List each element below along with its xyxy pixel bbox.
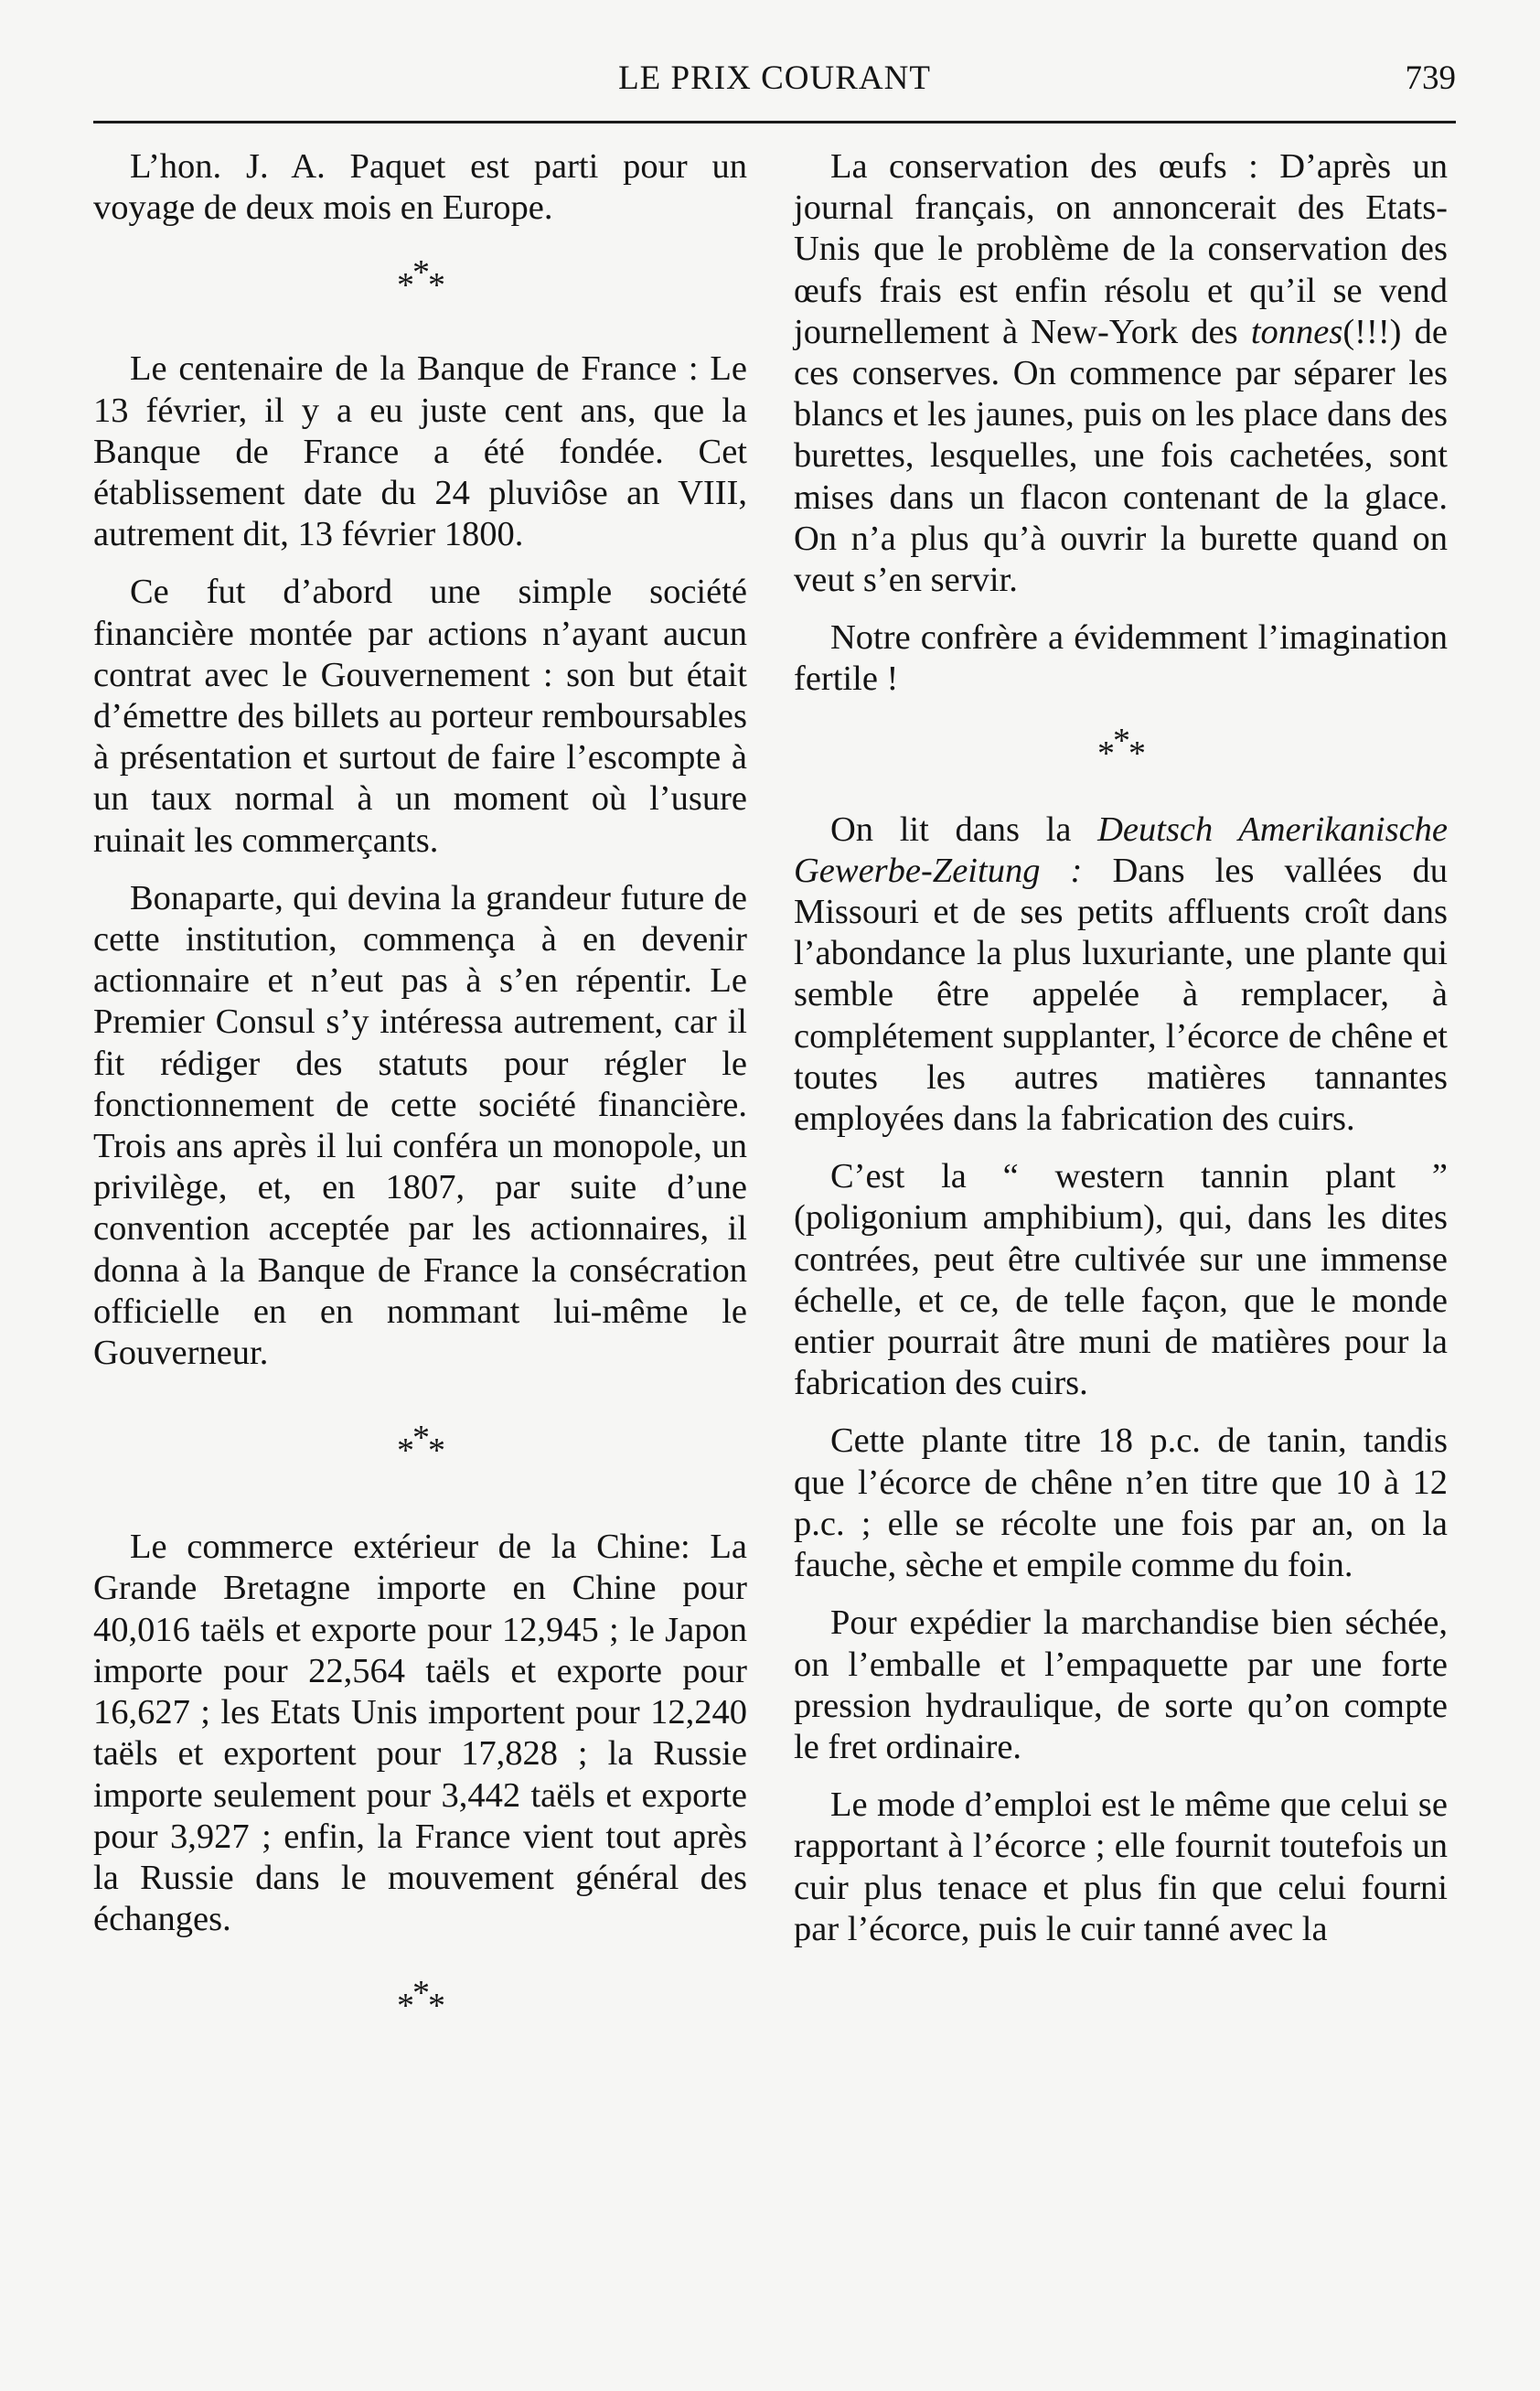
paragraph-banque-origine: Ce fut d’abord une simple société financière montée par actions n’ayant aucun contrat avec le Gouvernement : son but était d’émettre des billets au porteur remboursables à présentation et surtout de faire l’escompte à un taux normal à un moment où l’usure ruinait les commerçants.	[93, 573, 747, 860]
section-separator: ***	[397, 1419, 444, 1471]
paragraph-text: de ces conserves. On commence par séparer les blancs et les jaunes, puis on les place dans des burettes, lesquelles, une fois cachetées, sont mises dans un flacon contenant de la glace. On n’a plus qu’à ouvrir la burette quand on veut s’en servir.	[794, 312, 1449, 600]
section-separator: ***	[397, 253, 444, 306]
page-number: 739	[1405, 59, 1456, 97]
paragraph-text: (!!!)	[1342, 312, 1402, 351]
paragraph-expedition: Pour expédier la marchandise bien séchée, on l’emballe et l’empaquette par une forte pression hydraulique, de sorte qu’on compte le fret ordinaire.	[794, 1603, 1448, 1766]
paragraph-bonaparte: Bonaparte, qui devina la grandeur future de cette institution, commença à en devenir actionnaire et n’eut pas à s’en répentir. Le Premier Consul s’y intéressa autrement, car il fit rédiger des statuts pour régler le fonctionnement de cette société financière. Trois ans après il lui conféra un monopole, un privilège, et, en 1807, par suite d’une convention acceptée par les actionnaires, il donna à la Banque de France la consécration officielle en en nommant lui-même le Gouverneur.	[93, 878, 747, 1373]
paragraph-banque-centenaire: Le centenaire de la Banque de France : Le 13 février, il y a eu juste cent ans, que la Banque de France a été fondée. Cet établissement date du 24 pluviôse an VIII, autrement dit, 13 février 1800.	[93, 349, 747, 554]
section-separator: ***	[1097, 721, 1144, 773]
paragraph-western-tannin: C’est la “ western tannin plant ” (poligonium amphibium), qui, dans les dites contrées, peut être cultivée sur une immense échelle, et ce, de telle façon, que le monde entier pourrait âtre muni de matières pour la fabrication des cuirs.	[794, 1157, 1448, 1403]
left-column	[93, 146, 747, 2069]
section-separator: ***	[397, 1974, 444, 2026]
right-column	[794, 146, 1448, 1967]
paragraph-commerce-chine: Le commerce extérieur de la Chine: La Grande Bretagne importe en Chine pour 40,016 taëls et exporte pour 12,945 ; le Japon importe pour 22,564 taëls et exporte pour 16,627 ; les Etats Unis importent pour 12,240 taëls et exportent pour 17,828 ; la Russie importe seulement pour 3,442 taëls et exporte pour 3,927 ; enfin, la France vient tout après la Russie dans le mouvement général des échanges.	[93, 1528, 747, 1939]
paragraph-confrere: Notre confrère a évidemment l’imagination fertile !	[794, 618, 1448, 699]
paragraph-text: On lit dans la	[830, 810, 1098, 849]
paragraph-tannin-plant	[794, 810, 1448, 1141]
header-rule	[93, 121, 1456, 123]
paragraph-paquet: L’hon. J. A. Paquet est parti pour un voyage de deux mois en Europe.	[93, 147, 747, 228]
page-header	[93, 53, 1456, 108]
publication-title: LE PRIX COURANT	[618, 59, 931, 97]
journal-title: Deutsch Amerikanische Gewerbe-Zeitung :	[794, 810, 1449, 890]
paragraph-text: Dans les vallées du Missouri et de ses petits affluents croît dans l’abondance la plus luxuriante, une plante qui semble être appelée à remplacer, à complétement supplanter, l’écorce de chêne et toutes les autres matières tannantes employées dans la fabrication des cuirs.	[794, 851, 1448, 1139]
paragraph-text: La conservation des œufs : D’après un journal français, on annoncerait des Etats-Unis que le problème de la conservation des œufs frais est enfin résolu et qu’il se vend journellement à New-York des	[794, 147, 1448, 351]
paragraph-conservation-oeufs	[794, 146, 1448, 601]
paragraph-tanin-titre: Cette plante titre 18 p.c. de tanin, tandis que l’écorce de chêne n’en titre que 10 à 12 p.c. ; elle se récolte une fois par an, on la fauche, sèche et empile comme du foin.	[794, 1421, 1448, 1585]
paragraph-mode-emploi: Le mode d’emploi est le même que celui se rapportant à l’écorce ; elle fournit toutefois un cuir plus tenace et plus fin que celui fourni par l’écorce, puis le cuir tanné avec la	[794, 1785, 1448, 1948]
italic-word: tonnes	[1250, 312, 1343, 351]
